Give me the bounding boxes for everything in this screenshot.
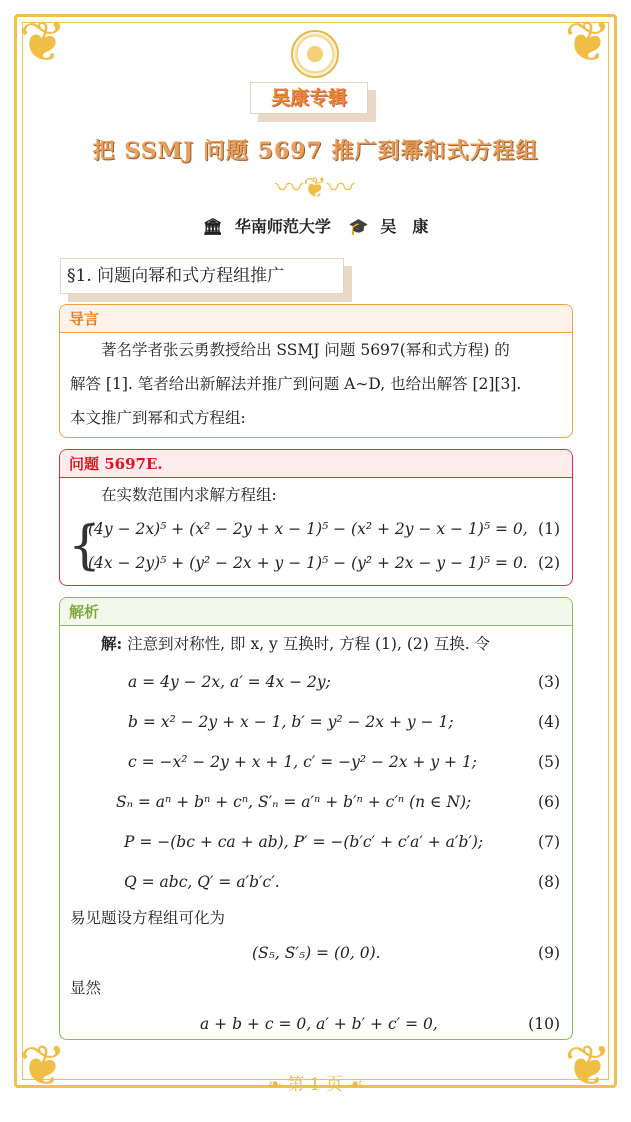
- equation: (4y − 2x)⁵ + (x² − 2y + x − 1)⁵ − (x² + 2y − x − 1)⁵ = 0, (1): [88, 520, 560, 538]
- equation: a + b + c = 0, a′ + b′ + c′ = 0, (10): [200, 1015, 560, 1033]
- problem-box: [59, 449, 573, 586]
- corner-ornament-icon: ❦: [19, 10, 67, 75]
- intro-box: [59, 304, 573, 438]
- intro-line: 本文推广到幂和式方程组:: [70, 409, 246, 427]
- problem-heading: 问题 5697E.: [60, 450, 572, 478]
- problem-statement: 在实数范围内求解方程组:: [101, 486, 277, 504]
- page-number: ❧ 第 1 页 ☙: [267, 1075, 364, 1095]
- analysis-text: 显然: [70, 979, 102, 997]
- corner-ornament-icon: ❦: [564, 1034, 612, 1099]
- intro-line: 解答 [1]. 笔者给出新解法并推广到问题 A∼D, 也给出解答 [2][3].: [70, 375, 522, 393]
- intro-line: 著名学者张云勇教授给出 SSMJ 问题 5697(幂和式方程) 的: [101, 341, 510, 359]
- corner-ornament-icon: ❦: [19, 1034, 67, 1099]
- brace: {: [68, 516, 102, 576]
- section-heading: §1. 问题向幂和式方程组推广: [60, 258, 344, 294]
- equation: c = −x² − 2y + x + 1, c′ = −y² − 2x + y + 1; (5): [128, 753, 560, 771]
- university-seal-icon: [291, 30, 339, 78]
- column-badge: 吴康专辑: [250, 82, 368, 114]
- analysis-text: 易见题设方程组可化为: [70, 909, 226, 927]
- intro-heading: 导言: [60, 305, 572, 333]
- analysis-heading: 解析: [60, 598, 572, 626]
- ornament-icon: ❧: [267, 1075, 288, 1095]
- analysis-intro: 解: 注意到对称性, 即 x, y 互换时, 方程 (1), (2) 互换. 令: [101, 634, 491, 653]
- title-ornament-icon: 〰❦〰: [275, 171, 355, 204]
- corner-ornament-icon: ❦: [564, 10, 612, 75]
- university-icon: 🏛: [202, 217, 223, 236]
- equation: a = 4y − 2x, a′ = 4x − 2y; (3): [128, 673, 560, 691]
- equation: Sₙ = aⁿ + bⁿ + cⁿ, S′ₙ = a′ⁿ + b′ⁿ + c′ⁿ (n ∈ N); (6): [116, 793, 560, 811]
- equation: b = x² − 2y + x − 1, b′ = y² − 2x + y − 1; (4): [128, 713, 560, 731]
- equation: (S₅, S′₅) = (0, 0). (9): [252, 944, 560, 962]
- affiliation: 华南师范大学: [234, 217, 331, 236]
- equation: Q = abc, Q′ = a′b′c′. (8): [124, 873, 560, 891]
- author-line: [0, 214, 631, 237]
- analysis-box: [59, 597, 573, 1040]
- graduation-cap-icon: 🎓: [348, 217, 369, 236]
- equation: (4x − 2y)⁵ + (y² − 2x + y − 1)⁵ − (y² + 2x − y − 1)⁵ = 0. (2): [88, 554, 560, 572]
- ornament-icon: ☙: [342, 1075, 364, 1095]
- author-name: 吴 康: [380, 217, 429, 236]
- article-title: 把 SSMJ 问题 5697 推广到幂和式方程组: [92, 138, 539, 164]
- equation: P = −(bc + ca + ab), P′ = −(b′c′ + c′a′ + a′b′); (7): [124, 833, 560, 851]
